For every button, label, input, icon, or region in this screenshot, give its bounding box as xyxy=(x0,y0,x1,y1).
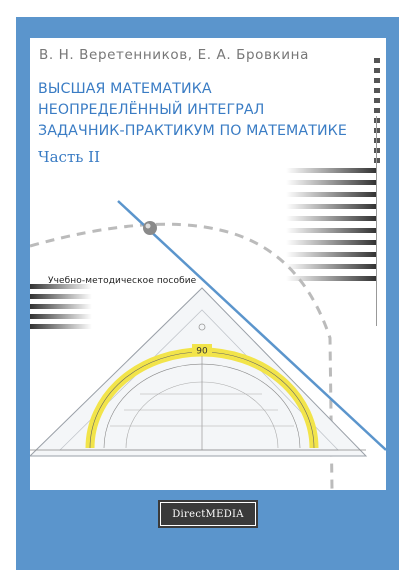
title-line-2: НЕОПРЕДЕЛЁННЫЙ ИНТЕГРАЛ xyxy=(38,102,265,118)
part-number: Часть II xyxy=(38,148,101,166)
square-marker xyxy=(374,98,380,103)
title-line-3: ЗАДАЧНИК-ПРАКТИКУМ ПО МАТЕМАТИКЕ xyxy=(38,123,347,139)
protractor-top-mark xyxy=(192,344,212,356)
edition-type: Учебно-методическое пособие xyxy=(48,276,197,286)
square-marker xyxy=(374,148,380,153)
title-line-1: ВЫСШАЯ МАТЕМАТИКА xyxy=(38,81,212,97)
authors: В. Н. Веретенников, Е. А. Бровкина xyxy=(39,47,309,63)
pivot-ball xyxy=(143,221,157,235)
square-marker xyxy=(374,138,380,143)
vertical-rule xyxy=(376,116,377,326)
square-marker xyxy=(374,68,380,73)
square-marker xyxy=(374,58,380,63)
square-marker xyxy=(374,128,380,133)
square-marker xyxy=(374,118,380,123)
publisher-name: DirectMEDIA xyxy=(172,508,244,520)
square-marker xyxy=(374,88,380,93)
square-marker xyxy=(374,78,380,83)
publisher-logo xyxy=(160,502,256,526)
protractor-top-mark-label: 90 xyxy=(196,346,208,356)
left-gradient-bars xyxy=(30,284,92,329)
right-gradient-bars xyxy=(286,168,376,281)
set-square-protractor xyxy=(30,288,366,456)
cover-white-panel xyxy=(30,38,386,490)
square-marker xyxy=(374,158,380,163)
square-marker xyxy=(374,108,380,113)
